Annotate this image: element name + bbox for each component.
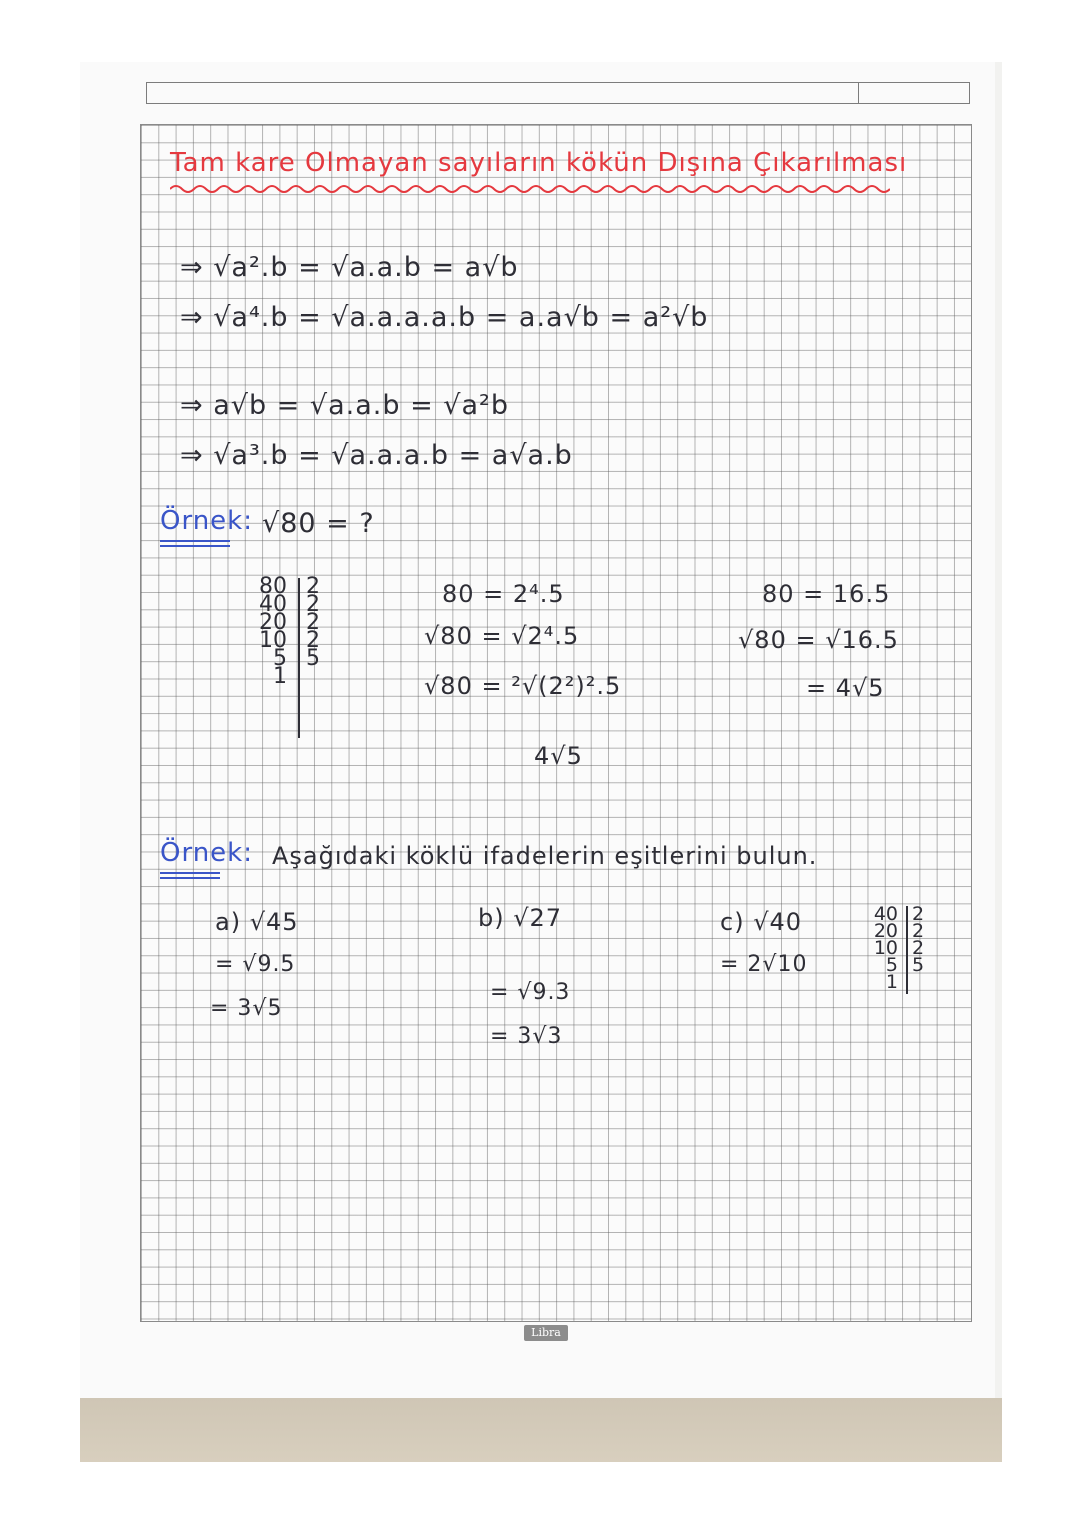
example-label-underline-2 xyxy=(160,545,230,547)
part-c-question: c) √40 xyxy=(720,908,803,936)
part-c-result: = 2√10 xyxy=(720,952,808,977)
example-label-underline xyxy=(160,540,230,542)
example2-label: Örnek: xyxy=(160,838,253,868)
title-wavy-underline xyxy=(170,182,890,196)
header-divider xyxy=(858,83,859,103)
factor-column-left: 80 40 20 10 5 1 xyxy=(259,574,287,689)
example2-label-underline-2 xyxy=(160,877,220,879)
rule-line-1: ⇒ √a².b = √a.a.b = a√b xyxy=(180,252,519,283)
example-question: √80 = ? xyxy=(262,508,375,539)
c-factor-column-right: 2 2 2 5 xyxy=(912,903,925,976)
notebook-brand-logo: Libra xyxy=(524,1325,568,1341)
factor-divider xyxy=(298,578,300,738)
page-header-box xyxy=(146,82,970,104)
rule-line-2: ⇒ √a⁴.b = √a.a.a.a.b = a.a√b = a²√b xyxy=(180,302,709,333)
part-b-step: = √9.3 xyxy=(490,980,571,1005)
desk-surface xyxy=(80,1398,1002,1462)
part-a-step: = √9.5 xyxy=(215,952,296,977)
c-factor-column-left: 40 20 10 5 1 xyxy=(873,903,898,993)
part-a-result: = 3√5 xyxy=(210,996,283,1021)
example2-prompt: Aşağıdaki köklü ifadelerin eşitlerini bulun. xyxy=(272,842,818,870)
method1-line-2: √80 = √2⁴.5 xyxy=(424,622,580,650)
method2-line-2: √80 = √16.5 xyxy=(738,626,899,654)
method2-line-1: 80 = 16.5 xyxy=(762,580,891,608)
page-title: Tam kare Olmayan sayıların kökün Dışına Çıkarılması xyxy=(170,148,908,178)
rule-line-3: ⇒ a√b = √a.a.b = √a²b xyxy=(180,390,509,421)
factor-column-right: 2 2 2 2 5 xyxy=(306,574,320,671)
c-factor-divider xyxy=(906,906,908,994)
rule-line-4: ⇒ √a³.b = √a.a.a.b = a√a.b xyxy=(180,440,573,471)
example-label: Örnek: xyxy=(160,506,253,536)
method1-line-3: √80 = ²√(2²)².5 xyxy=(424,672,622,700)
method1-result: 4√5 xyxy=(534,742,583,770)
method1-line-1: 80 = 2⁴.5 xyxy=(442,580,565,608)
part-b-result: = 3√3 xyxy=(490,1024,563,1049)
part-b-question: b) √27 xyxy=(478,904,563,932)
example2-label-underline xyxy=(160,872,220,874)
method2-result: = 4√5 xyxy=(806,674,885,702)
part-a-question: a) √45 xyxy=(215,908,299,936)
